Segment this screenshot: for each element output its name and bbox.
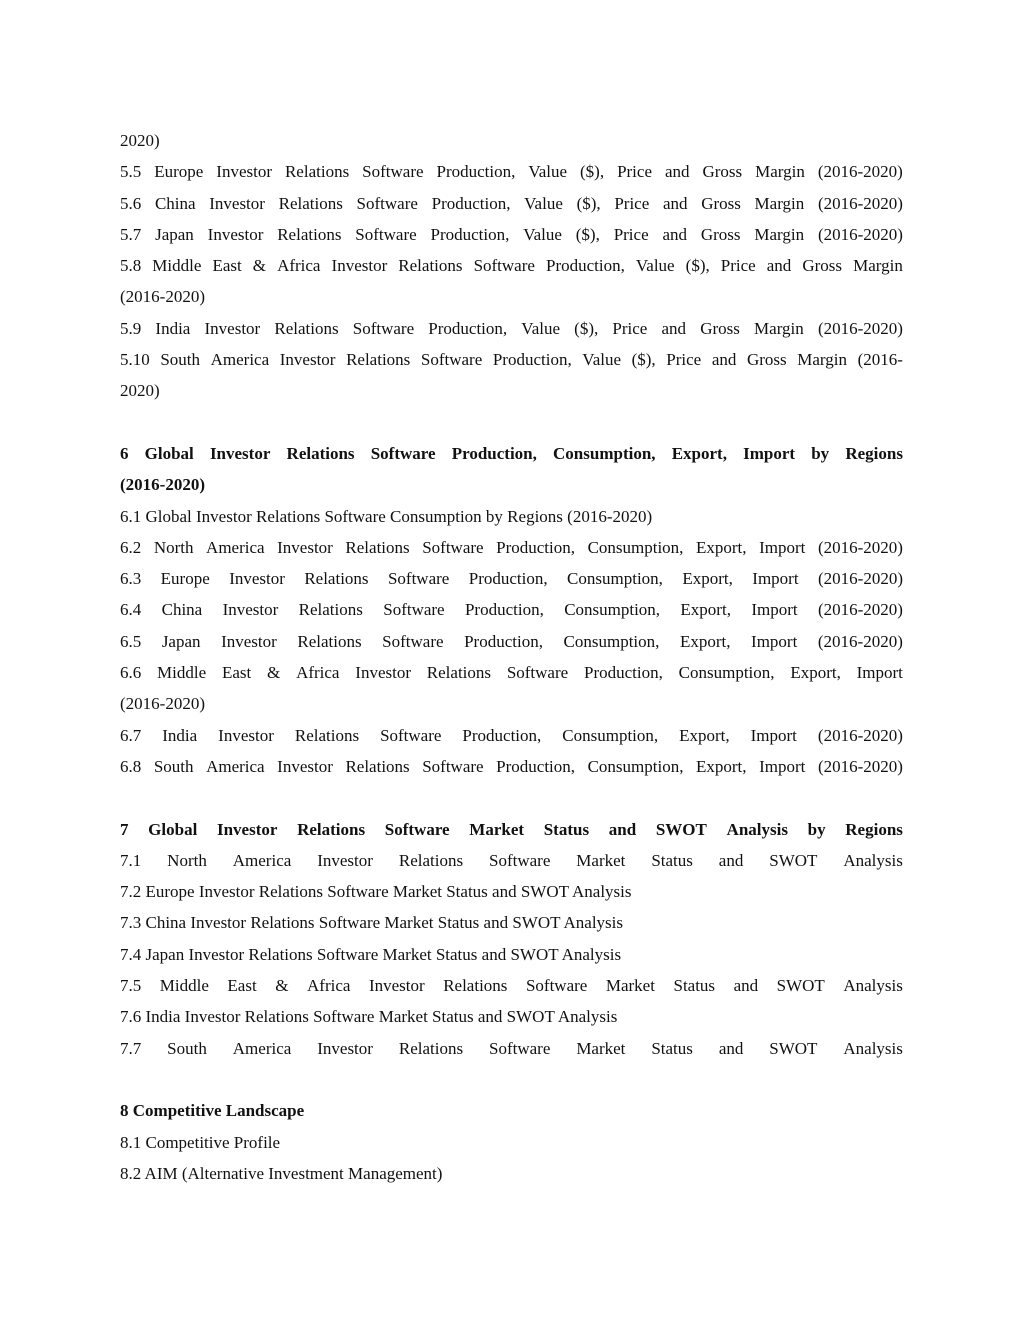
word: Price — [612, 318, 648, 338]
word: India — [162, 725, 198, 745]
toc-entry: 2020) — [120, 381, 160, 401]
toc-entry — [120, 1033, 903, 1064]
word: ($), — [574, 318, 599, 338]
word: (2016-2020) — [817, 162, 903, 182]
word: America — [210, 350, 270, 370]
word: and — [766, 256, 792, 276]
word: Relations — [398, 1038, 464, 1058]
word: (2016-2020) — [817, 756, 903, 776]
word: 6.3 — [120, 569, 142, 589]
toc-entry — [120, 219, 903, 250]
word: Analysis — [726, 819, 788, 839]
word: Export, — [671, 443, 727, 463]
word: Middle — [152, 256, 202, 276]
word: Investor — [277, 756, 333, 776]
word: 5.10 — [120, 350, 150, 370]
word: Price — [617, 162, 652, 182]
word: Software — [525, 976, 588, 996]
word: Export, — [682, 569, 733, 589]
word: Investor — [355, 663, 411, 683]
word: Production, — [496, 756, 576, 776]
word: Software — [387, 569, 450, 589]
word: Export, — [696, 756, 747, 776]
word: Gross — [702, 162, 743, 182]
word: Import — [759, 537, 806, 557]
word: Value — [521, 318, 561, 338]
word: East — [212, 256, 242, 276]
word: Production, — [468, 569, 548, 589]
word: (2016-2020) — [817, 600, 903, 620]
word: 7.5 — [120, 976, 142, 996]
word: Gross — [700, 318, 740, 338]
word: (2016-2020) — [817, 537, 903, 557]
word: Consumption, — [563, 631, 660, 651]
toc-entry — [120, 626, 903, 657]
document-page — [120, 125, 903, 1189]
word: Relations — [297, 631, 362, 651]
word: (2016-2020) — [817, 193, 903, 213]
word: America — [206, 756, 265, 776]
toc-entry: 7.6 India Investor Relations Software Market Status and SWOT Analysis — [120, 1007, 618, 1027]
word: China — [154, 193, 196, 213]
word: North — [167, 850, 207, 870]
word: Production, — [431, 193, 511, 213]
word: Value — [524, 193, 563, 213]
word: Production, — [464, 600, 544, 620]
word: Market — [576, 850, 626, 870]
word: Software — [383, 600, 445, 620]
blank-line — [120, 407, 903, 438]
word: Investor — [216, 819, 278, 839]
word: Gross — [746, 350, 787, 370]
word: Export, — [790, 663, 841, 683]
word: Import — [743, 443, 796, 463]
word: 6.6 — [120, 663, 142, 683]
word: Relations — [426, 663, 492, 683]
word: Investor — [368, 976, 425, 996]
word: (2016-2020) — [818, 569, 903, 589]
word: Investor — [279, 350, 336, 370]
word: and — [733, 976, 759, 996]
word: Value — [582, 350, 622, 370]
word: Gross — [701, 193, 741, 213]
word: Analysis — [843, 850, 903, 870]
word: 7.1 — [120, 850, 142, 870]
word: Software — [473, 256, 535, 276]
toc-entry — [120, 188, 903, 219]
word: Software — [352, 318, 415, 338]
word: Analysis — [843, 1038, 903, 1058]
word: Relations — [298, 600, 363, 620]
word: Middle — [159, 976, 209, 996]
word: Production, — [583, 663, 663, 683]
word: (2016- — [857, 350, 903, 370]
toc-entry: 8.1 Competitive Profile — [120, 1132, 281, 1152]
word: SWOT — [769, 1038, 818, 1058]
word: Production, — [428, 318, 508, 338]
word: North — [153, 537, 194, 557]
word: Software — [384, 819, 450, 839]
word: Africa — [307, 976, 351, 996]
toc-entry: (2016-2020) — [120, 287, 205, 307]
word: Consumption, — [678, 663, 775, 683]
toc-entry: 2020) — [120, 131, 160, 150]
word: and — [718, 850, 744, 870]
word: Software — [422, 756, 484, 776]
word: Import — [752, 569, 799, 589]
word: 6.8 — [120, 756, 142, 776]
word: Regions — [845, 443, 903, 463]
word: Export, — [680, 600, 731, 620]
toc-entry — [120, 657, 903, 688]
toc-entry: (2016-2020) — [120, 694, 205, 714]
toc-entry — [120, 313, 903, 344]
word: Price — [720, 256, 756, 276]
word: America — [206, 537, 265, 557]
word: Software — [489, 1038, 551, 1058]
word: Status — [543, 819, 590, 839]
word: America — [232, 1038, 292, 1058]
word: and — [662, 193, 688, 213]
word: ($), — [580, 162, 605, 182]
word: SWOT — [776, 976, 825, 996]
word: Relations — [294, 725, 360, 745]
word: Investor — [331, 256, 388, 276]
word: Software — [370, 443, 436, 463]
word: Software — [506, 663, 569, 683]
section-heading — [120, 438, 903, 469]
word: & — [275, 976, 289, 996]
word: Value — [523, 224, 562, 244]
word: Software — [380, 725, 442, 745]
toc-entry: 7.4 Japan Investor Relations Software Market Status and SWOT Analysis — [120, 944, 622, 964]
word: Investor — [221, 631, 277, 651]
toc-entry — [120, 344, 903, 375]
word: Import — [751, 631, 798, 651]
toc-entry: 7.2 Europe Investor Relations Software Market Status and SWOT Analysis — [120, 882, 632, 902]
word: (2016-2020) — [817, 224, 903, 244]
word: and — [711, 350, 737, 370]
word: ($), — [575, 224, 600, 244]
word: Global — [148, 819, 198, 839]
word: Market — [605, 976, 655, 996]
word: Import — [759, 756, 806, 776]
word: Software — [422, 537, 484, 557]
toc-entry — [120, 751, 903, 782]
word: Europe — [154, 162, 204, 182]
word: India — [155, 318, 191, 338]
word: Investor — [317, 1038, 373, 1058]
word: Investor — [222, 600, 279, 620]
word: Value — [528, 162, 568, 182]
word: Margin — [755, 162, 805, 182]
word: Investor — [204, 318, 261, 338]
word: East — [221, 663, 252, 683]
word: Japan — [161, 631, 201, 651]
word: Value — [635, 256, 675, 276]
word: Investor — [229, 569, 285, 589]
toc-entry — [120, 845, 903, 876]
section-heading: (2016-2020) — [120, 475, 205, 495]
word: and — [662, 224, 688, 244]
word: 6.4 — [120, 600, 142, 620]
toc-entry — [120, 563, 903, 594]
word: Margin — [754, 224, 805, 244]
toc-entry: 6.1 Global Investor Relations Software Consumption by Regions (2016-2020) — [120, 506, 653, 526]
word: Relations — [346, 350, 411, 370]
word: SWOT — [655, 819, 707, 839]
word: Software — [420, 350, 483, 370]
word: ($), — [576, 193, 601, 213]
word: (2016-2020) — [817, 631, 903, 651]
word: Market — [576, 1038, 626, 1058]
word: Analysis — [843, 976, 903, 996]
word: Production, — [451, 443, 537, 463]
word: Software — [382, 631, 444, 651]
word: Relations — [284, 162, 350, 182]
word: Export, — [679, 631, 731, 651]
word: Relations — [304, 569, 369, 589]
word: by — [807, 819, 826, 839]
word: Export, — [679, 725, 730, 745]
word: and — [661, 318, 687, 338]
word: (2016-2020) — [817, 318, 903, 338]
word: East — [227, 976, 257, 996]
word: Relations — [398, 850, 464, 870]
blank-line — [120, 1064, 903, 1095]
word: Consumption, — [562, 725, 659, 745]
word: Software — [489, 850, 551, 870]
toc-entry — [120, 156, 903, 187]
word: Margin — [797, 350, 847, 370]
word: Market — [469, 819, 525, 839]
word: Export, — [696, 537, 747, 557]
word: Relations — [297, 819, 366, 839]
word: 7.7 — [120, 1038, 142, 1058]
word: 6 — [120, 443, 129, 463]
word: Investor — [218, 725, 274, 745]
word: Production, — [492, 350, 572, 370]
word: 6.2 — [120, 537, 142, 557]
word: Relations — [345, 537, 410, 557]
word: Regions — [845, 819, 903, 839]
word: South — [160, 350, 201, 370]
word: Relations — [398, 256, 463, 276]
word: 5.7 — [120, 224, 142, 244]
word: Global — [144, 443, 194, 463]
word: (2016-2020) — [817, 725, 903, 745]
word: Europe — [160, 569, 210, 589]
word: 5.5 — [120, 162, 142, 182]
word: Africa — [296, 663, 340, 683]
word: Software — [355, 224, 417, 244]
section-heading — [120, 814, 903, 845]
toc-entry — [120, 720, 903, 751]
word: Consumption, — [564, 600, 661, 620]
word: Relations — [278, 193, 343, 213]
word: Software — [356, 193, 418, 213]
toc-entry — [120, 594, 903, 625]
word: Margin — [853, 256, 903, 276]
word: 6.7 — [120, 725, 142, 745]
word: America — [232, 850, 292, 870]
word: Price — [613, 224, 649, 244]
word: Consumption, — [587, 756, 684, 776]
word: Consumption, — [567, 569, 663, 589]
word: Africa — [277, 256, 321, 276]
word: Japan — [155, 224, 194, 244]
word: Import — [751, 600, 798, 620]
word: Import — [750, 725, 797, 745]
word: Consumption, — [587, 537, 684, 557]
word: ($), — [631, 350, 656, 370]
word: Software — [362, 162, 424, 182]
word: Relations — [443, 976, 508, 996]
word: & — [252, 256, 267, 276]
word: and — [718, 1038, 744, 1058]
word: Status — [651, 850, 693, 870]
word: 5.9 — [120, 318, 142, 338]
word: 6.5 — [120, 631, 142, 651]
word: Consumption, — [553, 443, 656, 463]
word: Status — [673, 976, 716, 996]
word: 5.8 — [120, 256, 142, 276]
word: South — [153, 756, 194, 776]
word: by — [811, 443, 830, 463]
word: & — [267, 663, 281, 683]
word: Middle — [157, 663, 207, 683]
word: Production, — [464, 631, 543, 651]
word: Production, — [436, 162, 516, 182]
word: and — [664, 162, 690, 182]
word: Production, — [496, 537, 575, 557]
word: Investor — [216, 162, 272, 182]
word: 5.6 — [120, 193, 142, 213]
word: Gross — [700, 224, 741, 244]
word: Margin — [754, 193, 805, 213]
word: Production, — [545, 256, 625, 276]
word: 7 — [120, 819, 129, 839]
word: Relations — [286, 443, 355, 463]
toc-entry: 8.2 AIM (Alternative Investment Management) — [120, 1163, 443, 1183]
toc-entry — [120, 250, 903, 281]
word: Production, — [462, 725, 542, 745]
word: SWOT — [769, 850, 818, 870]
blank-line — [120, 782, 903, 813]
word: Price — [666, 350, 702, 370]
word: Price — [614, 193, 650, 213]
word: Production, — [430, 224, 510, 244]
word: Investor — [207, 224, 264, 244]
word: and — [608, 819, 637, 839]
word: Import — [856, 663, 903, 683]
word: Margin — [754, 318, 804, 338]
word: Status — [651, 1038, 693, 1058]
toc-entry: 7.3 China Investor Relations Software Market Status and SWOT Analysis — [120, 913, 624, 933]
word: Gross — [802, 256, 843, 276]
section-heading: 8 Competitive Landscape — [120, 1101, 305, 1121]
word: Relations — [277, 224, 342, 244]
word: China — [161, 600, 203, 620]
word: Investor — [277, 537, 333, 557]
word: Investor — [317, 850, 373, 870]
toc-entry — [120, 532, 903, 563]
word: ($), — [685, 256, 710, 276]
toc-entry — [120, 970, 903, 1001]
word: South — [167, 1038, 207, 1058]
word: Relations — [274, 318, 339, 338]
word: Relations — [345, 756, 410, 776]
word: Investor — [209, 443, 271, 463]
word: Investor — [209, 193, 265, 213]
